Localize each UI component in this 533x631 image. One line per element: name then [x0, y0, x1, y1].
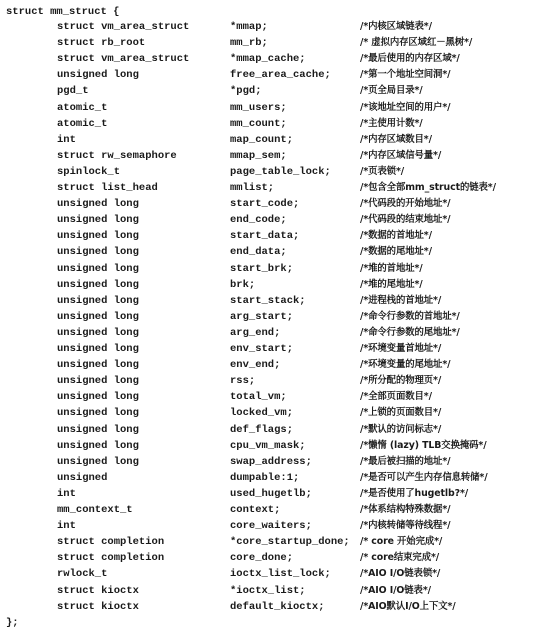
field-name: core_waiters; [230, 520, 312, 533]
field-comment: /*内核转储等待线程*/ [360, 520, 451, 532]
struct-footer: }; [6, 616, 19, 629]
field-row [0, 389, 533, 405]
field-comment: /*该地址空间的用户*/ [360, 101, 451, 113]
field-row [0, 100, 533, 116]
field-row [0, 309, 533, 325]
field-name: context; [230, 504, 281, 516]
field-name: start_stack; [230, 294, 306, 307]
field-name: page_table_lock; [230, 165, 331, 178]
field-type: unsigned long [57, 375, 139, 388]
field-name: *pgd; [230, 85, 262, 98]
field-comment: /*是否可以产生内存信息转储*/ [360, 471, 488, 483]
field-type: atomic_t [57, 117, 108, 130]
field-type: atomic_t [57, 101, 108, 114]
field-comment: /*代码段的结束地址*/ [360, 214, 451, 226]
field-type: unsigned long [57, 343, 139, 355]
field-name: used_hugetlb; [230, 487, 312, 500]
field-row [0, 148, 533, 164]
field-name: *ioctx_list; [230, 584, 306, 597]
field-type: struct rb_root [57, 37, 146, 50]
field-row [0, 212, 533, 228]
field-comment: /*命令行参数的尾地址*/ [360, 326, 460, 338]
field-type: unsigned long [57, 278, 139, 291]
field-type: unsigned long [57, 69, 139, 82]
field-row [0, 244, 533, 260]
field-comment: /*全部页面数目*/ [360, 391, 432, 403]
field-comment: /*包含全部mm_struct的链表*/ [360, 182, 496, 193]
field-name: end_data; [230, 246, 287, 259]
field-name: start_code; [230, 198, 300, 211]
field-row [0, 534, 533, 550]
field-comment: /*是否使用了hugetlb?*/ [360, 487, 469, 499]
field-name: default_kioctx; [230, 600, 325, 613]
field-type: unsigned long [57, 246, 139, 259]
field-name: free_area_cache; [230, 69, 331, 82]
field-row [0, 486, 533, 502]
field-name: mm_users; [230, 101, 287, 114]
field-type: struct completion [57, 552, 165, 565]
field-type: rwlock_t [57, 568, 108, 581]
field-comment: /* core 开始完成*/ [360, 536, 443, 548]
field-type: unsigned long [57, 407, 139, 420]
field-name: *mmap_cache; [230, 53, 306, 66]
field-comment: /*AIO默认I/O上下文*/ [360, 600, 456, 612]
field-comment: /*体系结构特殊数据*/ [360, 504, 451, 515]
field-name: mmlist; [230, 182, 275, 194]
field-comment: /*环境变量的尾地址*/ [360, 359, 451, 371]
field-comment: /*堆的首地址*/ [360, 262, 423, 274]
field-row [0, 357, 533, 373]
field-row [0, 19, 533, 35]
field-row [0, 454, 533, 470]
field-comment: /*AIO I/O链表*/ [360, 584, 431, 596]
field-name: start_data; [230, 230, 300, 243]
field-name: total_vm; [230, 391, 287, 404]
field-comment: /* 虚拟内存区域红－黑树*/ [360, 37, 473, 49]
field-row [0, 180, 533, 196]
field-row [0, 196, 533, 212]
field-type: struct kioctx [57, 584, 139, 597]
field-row [0, 518, 533, 534]
field-type: unsigned long [57, 198, 139, 211]
field-type: int [57, 520, 76, 533]
field-row [0, 132, 533, 148]
field-type: struct list_head [57, 182, 158, 194]
field-comment: /*进程栈的首地址*/ [360, 294, 442, 306]
field-row [0, 583, 533, 599]
field-comment: /*默认的访问标志*/ [360, 423, 442, 435]
field-name: cpu_vm_mask; [230, 439, 306, 452]
field-row [0, 405, 533, 421]
field-comment: /*命令行参数的首地址*/ [360, 310, 460, 322]
field-type: int [57, 487, 76, 500]
field-type: spinlock_t [57, 165, 121, 178]
field-type: unsigned long [57, 214, 139, 227]
field-name: arg_end; [230, 326, 281, 339]
field-row [0, 599, 533, 615]
field-row [0, 566, 533, 582]
field-name: env_end; [230, 359, 281, 372]
field-row [0, 164, 533, 180]
field-type: unsigned long [57, 294, 139, 307]
field-type: struct kioctx [57, 600, 139, 613]
field-row [0, 35, 533, 51]
field-comment: /*主使用计数*/ [360, 117, 423, 129]
field-row [0, 51, 533, 67]
field-comment: /*上锁的页面数目*/ [360, 407, 442, 419]
field-comment: /*数据的首地址*/ [360, 230, 432, 242]
field-type: unsigned long [57, 230, 139, 243]
field-comment: /*内核区域链表*/ [360, 21, 432, 32]
field-name: mmap_sem; [230, 149, 287, 162]
field-comment: /*内存区域数目*/ [360, 133, 432, 145]
field-row [0, 373, 533, 389]
field-name: ioctx_list_lock; [230, 568, 331, 581]
field-type: unsigned [57, 471, 108, 484]
field-type: struct vm_area_struct [57, 21, 190, 33]
field-type: mm_context_t [57, 504, 133, 516]
field-comment: /*第一个地址空间洞*/ [360, 69, 451, 81]
field-comment: /*页全局目录*/ [360, 85, 423, 97]
field-name: rss; [230, 375, 256, 388]
field-name: brk; [230, 278, 256, 291]
field-comment: /*环境变量首地址*/ [360, 343, 442, 354]
field-row [0, 438, 533, 454]
field-type: struct rw_semaphore [57, 149, 177, 162]
field-type: unsigned long [57, 423, 139, 436]
field-row [0, 550, 533, 566]
field-name: *core_startup_done; [230, 536, 350, 549]
field-name: end_code; [230, 214, 287, 227]
field-type: unsigned long [57, 262, 139, 275]
field-comment: /*AIO I/O链表锁*/ [360, 568, 441, 580]
field-row [0, 116, 533, 132]
field-name: dumpable:1; [230, 471, 300, 484]
field-name: swap_address; [230, 455, 312, 468]
field-row [0, 261, 533, 277]
field-name: core_done; [230, 552, 294, 565]
field-comment: /*最后被扫描的地址*/ [360, 455, 451, 467]
field-type: struct vm_area_struct [57, 53, 190, 66]
field-comment: /*内存区域信号量*/ [360, 149, 442, 161]
field-name: mm_count; [230, 117, 287, 130]
field-name: locked_vm; [230, 407, 294, 420]
struct-header: struct mm_struct { [6, 6, 120, 18]
field-comment: /*代码段的开始地址*/ [360, 198, 451, 210]
field-type: struct completion [57, 536, 165, 549]
field-comment: /*页表锁*/ [360, 165, 405, 177]
field-type: unsigned long [57, 310, 139, 323]
field-row [0, 470, 533, 486]
field-type: unsigned long [57, 326, 139, 339]
field-name: env_start; [230, 343, 294, 355]
field-type: unsigned long [57, 391, 139, 404]
field-row [0, 422, 533, 438]
field-name: map_count; [230, 133, 294, 146]
field-type: unsigned long [57, 439, 139, 452]
field-row [0, 502, 533, 518]
field-type: unsigned long [57, 359, 139, 372]
field-type: unsigned long [57, 455, 139, 468]
field-comment: /* core结束完成*/ [360, 552, 440, 564]
field-row [0, 83, 533, 99]
field-name: *mmap; [230, 21, 268, 33]
field-comment: /*懒惰 (lazy) TLB交换掩码*/ [360, 439, 487, 451]
field-row [0, 293, 533, 309]
field-row [0, 325, 533, 341]
field-type: pgd_t [57, 85, 89, 98]
field-comment: /*所分配的物理页*/ [360, 375, 442, 387]
field-comment: /*数据的尾地址*/ [360, 246, 432, 258]
field-comment: /*堆的尾地址*/ [360, 278, 423, 290]
field-name: def_flags; [230, 423, 294, 436]
field-comment: /*最后使用的内存区域*/ [360, 53, 460, 65]
field-row [0, 277, 533, 293]
field-row [0, 67, 533, 83]
field-row [0, 341, 533, 357]
field-name: start_brk; [230, 262, 294, 275]
field-type: int [57, 133, 76, 146]
field-name: mm_rb; [230, 37, 268, 50]
field-row [0, 228, 533, 244]
field-name: arg_start; [230, 310, 294, 323]
